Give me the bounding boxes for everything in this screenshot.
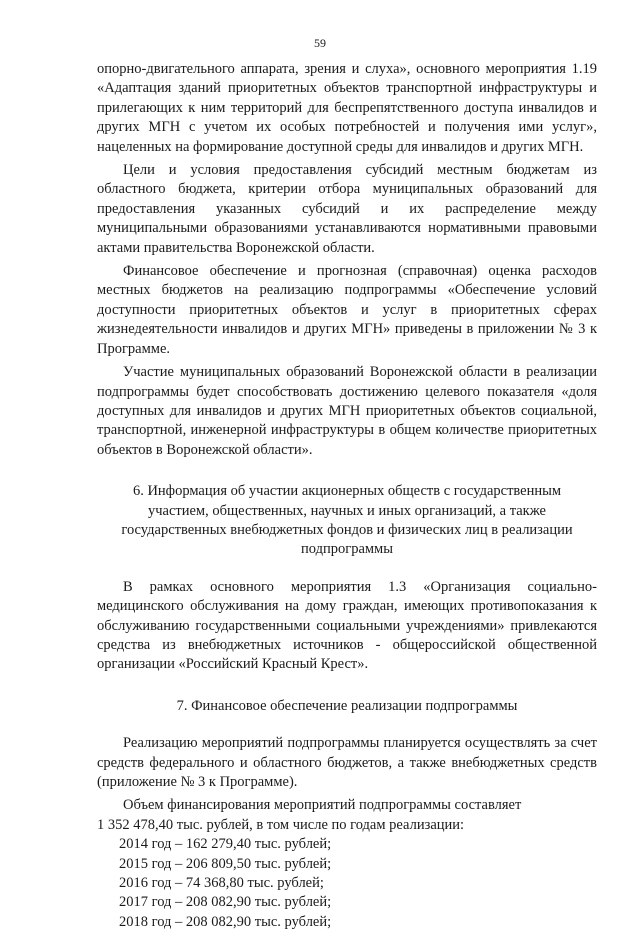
paragraph-municipal-participation: Участие муниципальных образований Воронежской области в реализации подпрограммы будет способствовать достижению целевого показателя «доля доступных для инвалидов и других МГН приоритетных объектов социальной, транспортной, инженерной инфраструктуры в общем количестве приоритетных объектов в Воронежской области». xyxy=(97,364,597,458)
section-6-heading-line: участием, общественных, научных и иных организаций, а также xyxy=(147,502,546,519)
section-7-text: Реализацию мероприятий подпрограммы планируется осуществлять за счет средств федерального и областного бюджетов, а также внебюджетных средств (приложение № 3 к Программе). xyxy=(97,735,597,790)
funding-year-item: 2014 год – 162 279,40 тыс. рублей; xyxy=(119,836,332,853)
funding-volume-line: Объем финансирования мероприятий подпрограммы составляет xyxy=(123,797,522,814)
funding-by-year-list xyxy=(97,835,597,932)
funding-total-line: 1 352 478,40 тыс. рублей, в том числе по годам реализации: xyxy=(97,816,465,833)
section-6-heading-line: подпрограммы xyxy=(301,541,393,558)
section-6-heading xyxy=(97,482,597,560)
section-6-heading-line: государственных внебюджетных фондов и физических лиц в реализации xyxy=(121,521,573,538)
funding-year-item: 2017 год – 208 082,90 тыс. рублей; xyxy=(119,894,332,911)
section-6-heading-line: 6. Информация об участии акционерных обществ с государственным xyxy=(132,483,562,500)
section-7-heading: 7. Финансовое обеспечение реализации подпрограммы xyxy=(176,697,518,714)
section-6-text: В рамках основного мероприятия 1.3 «Организация социально-медицинского обслуживания на дому граждан, имеющих противопоказания к обслуживанию государственными социальными учреждениями» привлекаются средства из внебюджетных источников - общероссийской общественной организации «Российский Красный Крест». xyxy=(97,578,597,673)
page-content xyxy=(97,60,597,932)
paragraph-subsidy-conditions: Цели и условия предоставления субсидий местным бюджетам из областного бюджета, критерии отбора муниципальных образований для предоставления указанных субсидий и их распределение между муниципальными образованиями устанавливаются нормативными правовыми актами правительства Воронежской области. xyxy=(97,162,597,256)
paragraph-financial-estimate: Финансовое обеспечение и прогнозная (справочная) оценка расходов местных бюджетов на реализацию подпрограммы «Обеспечение условий доступности приоритетных объектов и услуг в приоритетных сферах жизнедеятельности инвалидов и других МГН» приведены в приложении № 3 к Программе. xyxy=(97,263,597,357)
funding-year-item: 2015 год – 206 809,50 тыс. рублей; xyxy=(119,855,332,872)
funding-year-item: 2016 год – 74 368,80 тыс. рублей; xyxy=(119,875,324,892)
page-number: 59 xyxy=(314,36,326,50)
funding-year-item: 2018 год – 208 082,90 тыс. рублей; xyxy=(119,913,332,930)
paragraph-continuation: опорно-двигательного аппарата, зрения и слуха», основного мероприятия 1.19 «Адаптация зданий приоритетных объектов транспортной инфраструктуры и прилегающих к ним территорий для беспрепятственного доступа инвалидов и других МГН с учетом их особых потребностей и получения ими услуг», нацеленных на формирование доступной среды для инвалидов и других МГН. xyxy=(97,61,597,155)
